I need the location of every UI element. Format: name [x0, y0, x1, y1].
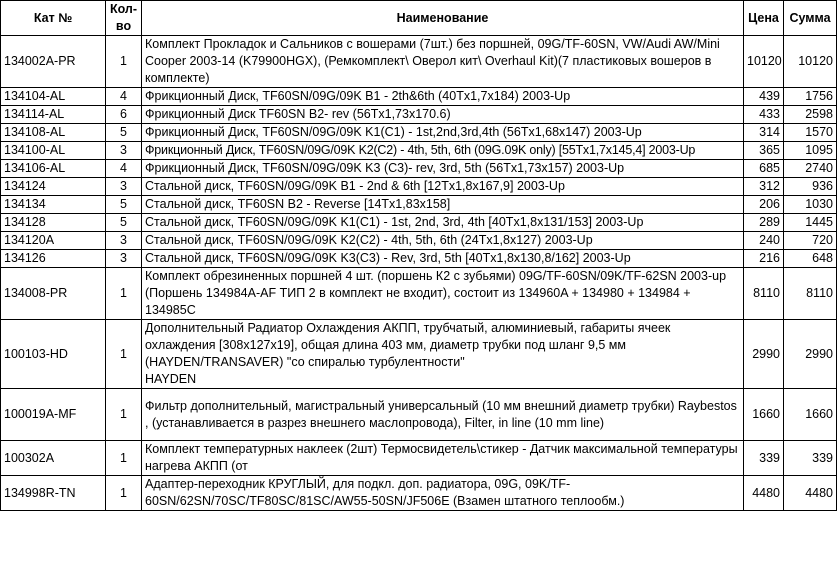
table-row [1, 441, 837, 476]
cell-kat[interactable]: 134008-PR [1, 268, 106, 320]
cell-sum[interactable]: 1660 [784, 389, 837, 441]
cell-name[interactable]: Фрикционный Диск, TF60SN/09G/09K B1 - 2th&6th (40Tx1,7x184) 2003-Up [142, 88, 744, 106]
header-name[interactable]: Наименование [142, 1, 744, 36]
cell-name[interactable]: Комплект обрезиненных поршней 4 шт. (поршень К2 с зубьями) 09G/TF-60SN/09K/TF-62SN 2003-up (Поршень 134984A-AF ТИП 2 в комплект не входит), состоит из 134960A + 134980 + 134984 + 134985C [142, 268, 744, 320]
cell-qty[interactable]: 5 [106, 196, 142, 214]
table-row [1, 124, 837, 142]
cell-price[interactable]: 314 [744, 124, 784, 142]
cell-qty[interactable]: 1 [106, 476, 142, 511]
cell-sum[interactable]: 1570 [784, 124, 837, 142]
cell-qty[interactable]: 3 [106, 178, 142, 196]
cell-sum[interactable]: 1095 [784, 142, 837, 160]
cell-name[interactable]: Фрикционный Диск, TF60SN/09G/09K K3 (C3)- rev, 3rd, 5th (56Tx1,73x157) 2003-Up [142, 160, 744, 178]
cell-price[interactable]: 312 [744, 178, 784, 196]
cell-sum[interactable]: 1445 [784, 214, 837, 232]
table-row [1, 88, 837, 106]
cell-qty[interactable]: 5 [106, 214, 142, 232]
cell-kat[interactable]: 134120A [1, 232, 106, 250]
cell-sum[interactable]: 720 [784, 232, 837, 250]
cell-kat[interactable]: 134106-AL [1, 160, 106, 178]
cell-sum[interactable]: 4480 [784, 476, 837, 511]
cell-name[interactable]: Фрикционный Диск TF60SN B2- rev (56Tx1,73x170.6) [142, 106, 744, 124]
cell-name[interactable]: Стальной диск, TF60SN/09G/09K K2(C2) - 4th, 5th, 6th (24Tx1,8x127) 2003-Up [142, 232, 744, 250]
cell-kat[interactable]: 100019A-MF [1, 389, 106, 441]
cell-qty[interactable]: 3 [106, 142, 142, 160]
header-price[interactable]: Цена [744, 1, 784, 36]
cell-price[interactable]: 365 [744, 142, 784, 160]
cell-kat[interactable]: 134124 [1, 178, 106, 196]
table-row [1, 232, 837, 250]
cell-name[interactable]: Стальной диск, TF60SN/09G/09K K1(C1) - 1st, 2nd, 3rd, 4th [40Tx1,8x131/153] 2003-Up [142, 214, 744, 232]
header-kat[interactable]: Кат № [1, 1, 106, 36]
cell-kat[interactable]: 134104-AL [1, 88, 106, 106]
cell-sum[interactable]: 2598 [784, 106, 837, 124]
cell-name[interactable]: Комплект Прокладок и Сальников с вошерами (7шт.) без поршней, 09G/TF-60SN, VW/Audi AW/Mini Cooper 2003-14 (K79900HGX), (Ремкомплект\ Оверол кит\ Overhaul Kit)(7 пластиковых вошеров в комплекте) [142, 36, 744, 88]
cell-qty[interactable]: 1 [106, 441, 142, 476]
cell-name[interactable]: Фрикционный Диск, TF60SN/09G/09K K1(C1) - 1st,2nd,3rd,4th (56Tx1,68x147) 2003-Up [142, 124, 744, 142]
header-row [1, 1, 837, 36]
cell-name[interactable]: Стальной диск, TF60SN/09G/09K B1 - 2nd & 6th [12Tx1,8x167,9] 2003-Up [142, 178, 744, 196]
cell-price[interactable]: 216 [744, 250, 784, 268]
cell-kat[interactable]: 134126 [1, 250, 106, 268]
cell-kat[interactable]: 100302A [1, 441, 106, 476]
cell-sum[interactable]: 1756 [784, 88, 837, 106]
header-qty[interactable]: Кол-во [106, 1, 142, 36]
cell-price[interactable]: 339 [744, 441, 784, 476]
table-row [1, 142, 837, 160]
cell-price[interactable]: 685 [744, 160, 784, 178]
table-row [1, 196, 837, 214]
table-row [1, 214, 837, 232]
table-row [1, 250, 837, 268]
cell-name[interactable]: Адаптер-переходник КРУГЛЫЙ, для подкл. доп. радиатора, 09G, 09K/TF-60SN/62SN/70SC/TF80SC/81SC/AW55-50SN/JF506E (Взамен штатного теплообм.) [142, 476, 744, 511]
cell-price[interactable]: 439 [744, 88, 784, 106]
cell-qty[interactable]: 1 [106, 268, 142, 320]
cell-price[interactable]: 4480 [744, 476, 784, 511]
table-row [1, 320, 837, 389]
cell-price[interactable]: 8110 [744, 268, 784, 320]
cell-kat[interactable]: 134134 [1, 196, 106, 214]
cell-kat[interactable]: 134108-AL [1, 124, 106, 142]
cell-kat[interactable]: 134128 [1, 214, 106, 232]
table-row [1, 36, 837, 88]
table-row [1, 160, 837, 178]
cell-price[interactable]: 206 [744, 196, 784, 214]
cell-qty[interactable]: 3 [106, 232, 142, 250]
cell-kat[interactable]: 100103-HD [1, 320, 106, 389]
table-row [1, 476, 837, 511]
header-sum[interactable]: Сумма [784, 1, 837, 36]
cell-sum[interactable]: 936 [784, 178, 837, 196]
cell-qty[interactable]: 1 [106, 320, 142, 389]
cell-sum[interactable]: 648 [784, 250, 837, 268]
cell-sum[interactable]: 1030 [784, 196, 837, 214]
cell-name[interactable]: Фрикционный Диск, TF60SN/09G/09K K2(C2) - 4th, 5th, 6th (09G.09K only) [55Tx1,7x145,4] 2003-Up [142, 142, 744, 160]
cell-name[interactable]: Фильтр дополнительный, магистральный универсальный (10 мм внешний диаметр трубки) Raybestos , (устанавливается в разрез внешнего маслопровода), Filter, in line (10 mm line) [142, 389, 744, 441]
cell-name[interactable]: Комплект температурных наклеек (2шт) Термосвидетель\стикер - Датчик максимальной температуры нагрева АКПП (от [142, 441, 744, 476]
cell-sum[interactable]: 10120 [784, 36, 837, 88]
cell-name[interactable] [142, 320, 744, 389]
table-row [1, 268, 837, 320]
table-row [1, 106, 837, 124]
cell-price[interactable]: 2990 [744, 320, 784, 389]
cell-price[interactable]: 289 [744, 214, 784, 232]
cell-name-brand: HAYDEN [145, 372, 197, 386]
table-row [1, 389, 837, 441]
cell-qty[interactable]: 3 [106, 250, 142, 268]
cell-qty[interactable]: 1 [106, 36, 142, 88]
cell-price[interactable]: 240 [744, 232, 784, 250]
cell-kat[interactable]: 134002A-PR [1, 36, 106, 88]
cell-sum[interactable]: 8110 [784, 268, 837, 320]
cell-name[interactable]: Стальной диск, TF60SN B2 - Reverse [14Tx1,83x158] [142, 196, 744, 214]
cell-kat[interactable]: 134114-AL [1, 106, 106, 124]
cell-price[interactable]: 1660 [744, 389, 784, 441]
table-row [1, 178, 837, 196]
cell-kat[interactable]: 134998R-TN [1, 476, 106, 511]
cell-qty[interactable]: 6 [106, 106, 142, 124]
cell-sum[interactable]: 2740 [784, 160, 837, 178]
cell-qty[interactable]: 1 [106, 389, 142, 441]
cell-sum[interactable]: 339 [784, 441, 837, 476]
cell-name[interactable]: Стальной диск, TF60SN/09G/09K K3(C3) - Rev, 3rd, 5th [40Tx1,8x130,8/162] 2003-Up [142, 250, 744, 268]
cell-qty[interactable]: 4 [106, 88, 142, 106]
cell-kat[interactable]: 134100-AL [1, 142, 106, 160]
cell-sum[interactable]: 2990 [784, 320, 837, 389]
cell-qty[interactable]: 5 [106, 124, 142, 142]
cell-name-text: Дополнительный Радиатор Охлаждения АКПП, трубчатый, алюминиевый, габариты ячеек охлаждения [308x127x19], общая длина 403 мм, диаметр трубки под шланг 9,5 мм (HAYDEN/TRANSAVER) "со спиралью турбулентности" [145, 321, 671, 369]
cell-qty[interactable]: 4 [106, 160, 142, 178]
cell-price[interactable]: 433 [744, 106, 784, 124]
cell-price[interactable]: 10120 [744, 36, 784, 88]
